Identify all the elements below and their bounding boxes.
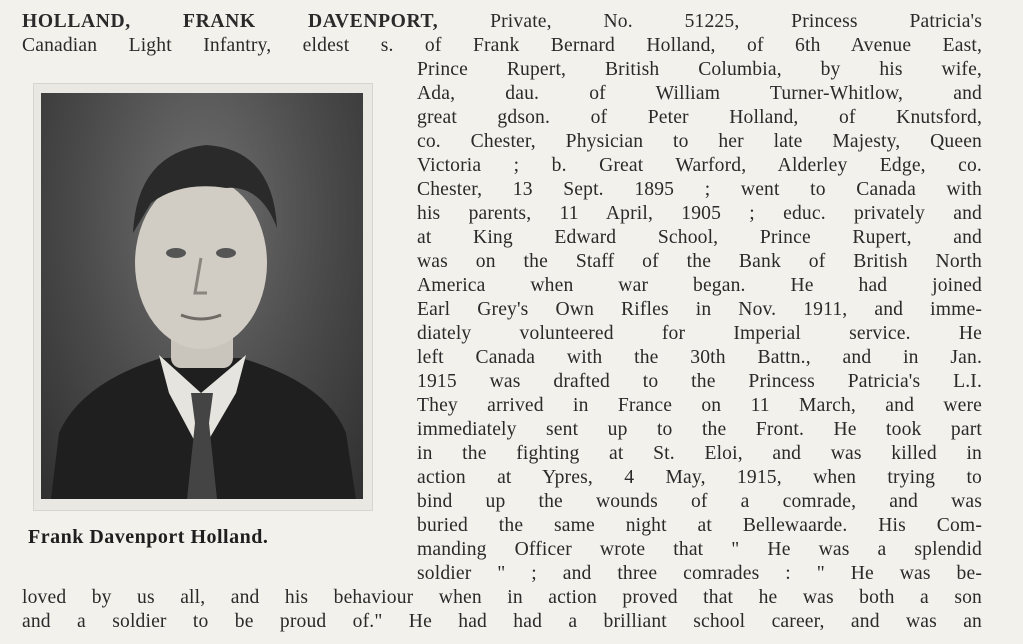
text-line-23: manding Officer wrote that " He was a splendid (417, 539, 982, 560)
text-line-3: Prince Rupert, British Columbia, by his wife, (417, 59, 982, 80)
text-line-14: diately volunteered for Imperial service. He (417, 323, 982, 344)
text-line-11: was on the Staff of the Bank of British North (417, 251, 982, 272)
portrait-figure (41, 93, 363, 499)
text-line-19: in the fighting at St. Eloi, and was killed in (417, 443, 982, 464)
text-line-6: co. Chester, Physician to her late Majesty, Queen (417, 131, 982, 152)
text-line-26: and a soldier to be proud of." He had had a brilliant school career, and was an (22, 611, 982, 632)
text-line-18: immediately sent up to the Front. He took part (417, 419, 982, 440)
text-line-7: Victoria ; b. Great Warford, Alderley Edge, co. (417, 155, 982, 176)
text-line-2: Canadian Light Infantry, eldest s. of Frank Bernard Holland, of 6th Avenue East, (22, 35, 982, 56)
text-line-16: 1915 was drafted to the Princess Patricia's L.I. (417, 371, 982, 392)
text-line-25: loved by us all, and his behaviour when in action proved that he was both a son (22, 587, 982, 608)
text-line-13: Earl Grey's Own Rifles in Nov. 1911, and imme- (417, 299, 982, 320)
text-line-8: Chester, 13 Sept. 1895 ; went to Canada with (417, 179, 982, 200)
text-line-21: bind up the wounds of a comrade, and was (417, 491, 982, 512)
text-line-4: Ada, dau. of William Turner-Whitlow, and (417, 83, 982, 104)
text-line-20: action at Ypres, 4 May, 1915, when trying to (417, 467, 982, 488)
text-line-17: They arrived in France on 11 March, and were (417, 395, 982, 416)
text-line-22: buried the same night at Bellewaarde. His Com- (417, 515, 982, 536)
text-line-12: America when war began. He had joined (417, 275, 982, 296)
text-line-10: at King Edward School, Prince Rupert, and (417, 227, 982, 248)
entry-name: HOLLAND, FRANK DAVENPORT, (22, 11, 439, 32)
text-line-15: left Canada with the 30th Battn., and in Jan. (417, 347, 982, 368)
photo-caption: Frank Davenport Holland. (28, 526, 269, 548)
text-line-5: great gdson. of Peter Holland, of Knutsford, (417, 107, 982, 128)
text-line-9: his parents, 11 April, 1905 ; educ. privately and (417, 203, 982, 224)
portrait-photo (41, 93, 363, 499)
text-line-1: HOLLAND, FRANK DAVENPORT, Private, No. 51225, Princess Patricia's (22, 11, 982, 32)
text-line-24: soldier " ; and three comrades : " He was be- (417, 563, 982, 584)
